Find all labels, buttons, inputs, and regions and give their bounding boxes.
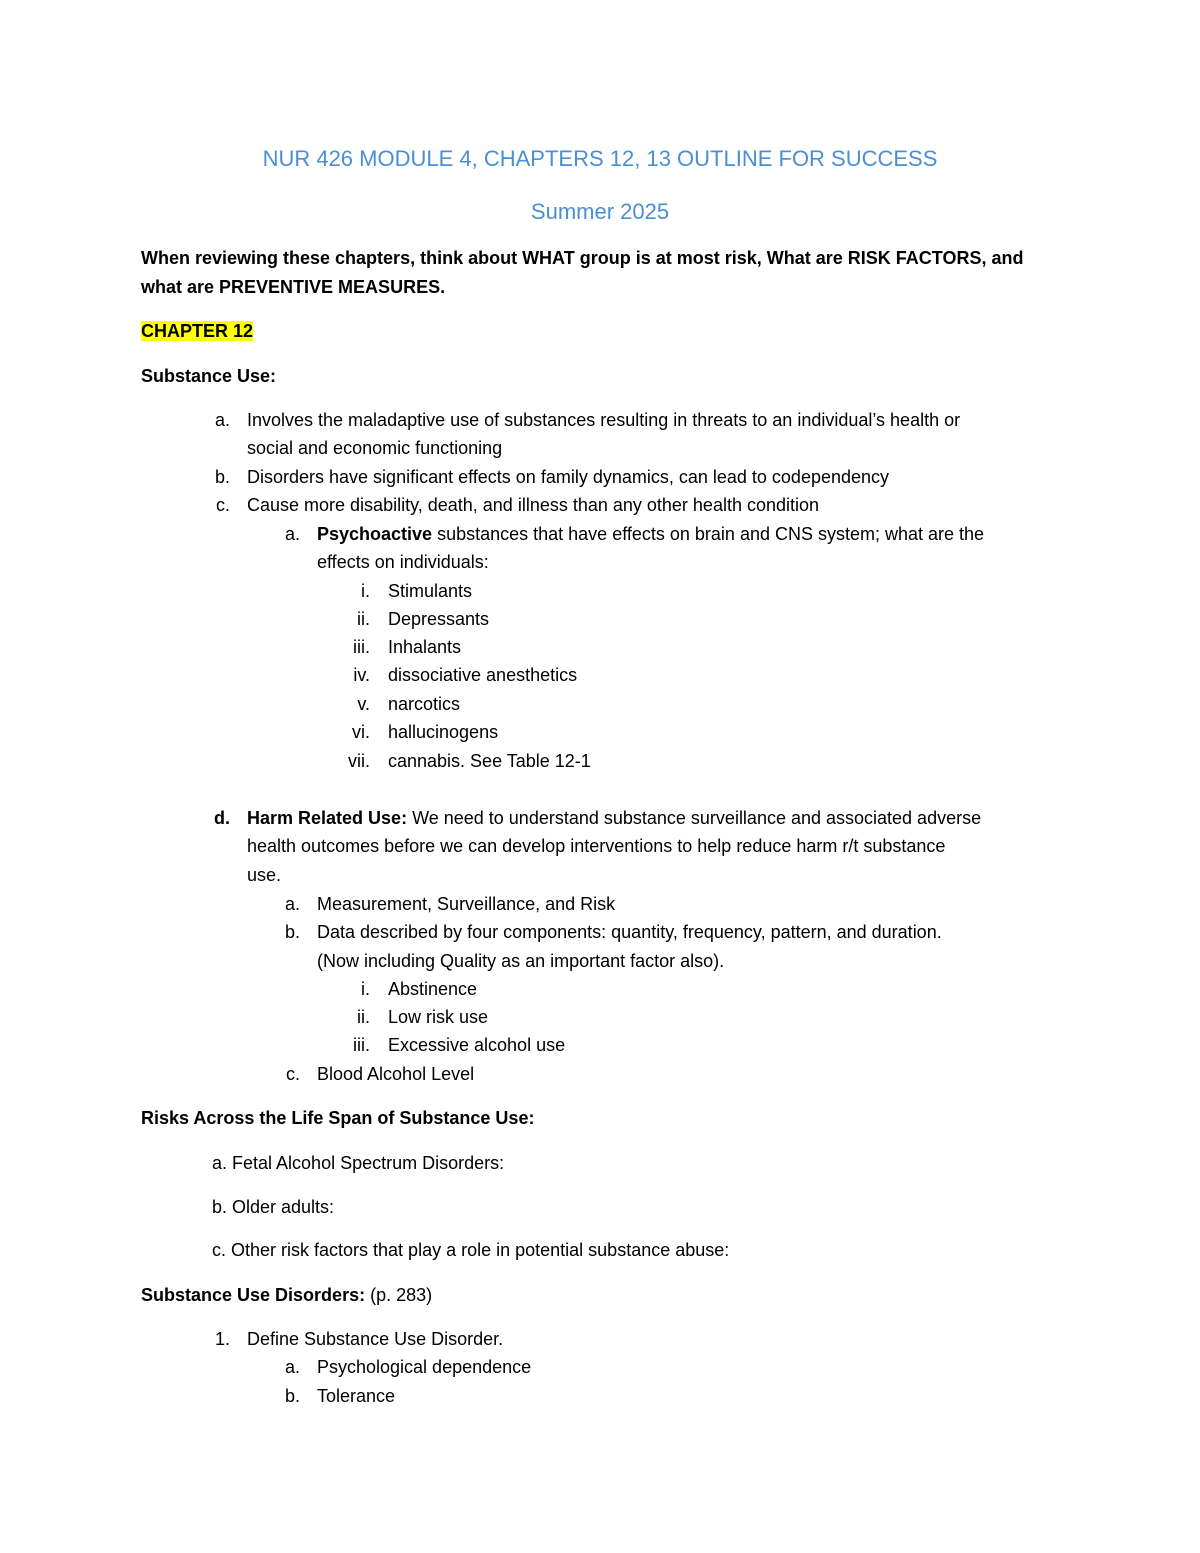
list-item-continued: use. <box>247 865 282 885</box>
list-item-continued: effects on individuals: <box>317 552 489 572</box>
list-item-continued: health outcomes before we can develop interventions to help reduce harm r/t substance <box>247 836 946 856</box>
list-marker: b. <box>284 922 300 942</box>
list-marker: iv. <box>353 665 370 685</box>
list-marker: ii. <box>357 609 370 629</box>
list-item: Tolerance <box>317 1386 396 1406</box>
list-marker: a. <box>284 1357 300 1377</box>
psychoactive-item <box>317 523 984 545</box>
list-marker: iii. <box>353 637 370 657</box>
list-item: Disorders have significant effects on family dynamics, can lead to codependency <box>247 467 890 487</box>
substance-type: Inhalants <box>388 637 462 657</box>
list-marker: ii. <box>357 1007 370 1027</box>
list-item: Measurement, Surveillance, and Risk <box>317 894 616 914</box>
risk-item: b. Older adults: <box>212 1197 335 1217</box>
list-marker: b. <box>214 467 230 487</box>
list-item-continued: social and economic functioning <box>247 438 503 458</box>
intro-line-1: When reviewing these chapters, think about WHAT group is at most risk, What are RISK FACTORS, and <box>141 248 1024 268</box>
list-item: Involves the maladaptive use of substances resulting in threats to an individual’s health or <box>247 410 961 430</box>
list-marker: i. <box>361 979 370 999</box>
list-marker: 1. <box>214 1329 230 1349</box>
list-marker: a. <box>284 524 300 544</box>
sud-page-ref: (p. 283) <box>365 1285 433 1305</box>
list-marker: iii. <box>353 1035 370 1055</box>
sud-heading: Substance Use Disorders: <box>141 1285 366 1305</box>
document-subtitle: Summer 2025 <box>530 199 670 224</box>
substance-type: cannabis. See Table 12-1 <box>388 751 591 771</box>
list-marker: a. <box>284 894 300 914</box>
psychoactive-term: Psychoactive <box>317 524 433 544</box>
list-marker: b. <box>284 1386 300 1406</box>
intro-line-2: what are PREVENTIVE MEASURES. <box>141 277 446 297</box>
list-item: Abstinence <box>388 979 478 999</box>
list-item: Define Substance Use Disorder. <box>247 1329 504 1349</box>
chapter-label <box>141 320 253 342</box>
sud-heading-line <box>141 1284 432 1306</box>
list-marker: v. <box>357 694 370 714</box>
list-item: Psychological dependence <box>317 1357 532 1377</box>
document-title: NUR 426 MODULE 4, CHAPTERS 12, 13 OUTLINE FOR SUCCESS <box>262 146 938 171</box>
substance-type: narcotics <box>388 694 461 714</box>
list-item: Blood Alcohol Level <box>317 1064 475 1084</box>
substance-type: hallucinogens <box>388 722 499 742</box>
list-marker: i. <box>361 581 370 601</box>
list-marker: vii. <box>348 751 370 771</box>
list-item: Data described by four components: quantity, frequency, pattern, and duration. <box>317 922 942 942</box>
risks-heading: Risks Across the Life Span of Substance Use: <box>141 1108 535 1128</box>
harm-related-term: Harm Related Use: <box>247 808 408 828</box>
substance-type: Stimulants <box>388 581 473 601</box>
list-item: Low risk use <box>388 1007 489 1027</box>
list-marker: c. <box>215 495 230 515</box>
list-marker: d. <box>214 808 230 828</box>
list-marker: c. <box>285 1064 300 1084</box>
substance-type: Depressants <box>388 609 490 629</box>
substance-use-heading: Substance Use: <box>141 366 277 386</box>
substance-type: dissociative anesthetics <box>388 665 578 685</box>
harm-related-description: We need to understand substance surveillance and associated adverse <box>407 808 982 828</box>
risk-item: a. Fetal Alcohol Spectrum Disorders: <box>212 1153 505 1173</box>
risk-item: c. Other risk factors that play a role in potential substance abuse: <box>212 1240 730 1260</box>
psychoactive-description: substances that have effects on brain and CNS system; what are the <box>432 524 985 544</box>
harm-related-item <box>247 807 981 829</box>
list-item: Cause more disability, death, and illness than any other health condition <box>247 495 820 515</box>
chapter-highlight: CHAPTER 12 <box>141 321 254 341</box>
list-marker: vi. <box>352 722 370 742</box>
list-item-continued: (Now including Quality as an important factor also). <box>317 951 725 971</box>
list-item: Excessive alcohol use <box>388 1035 566 1055</box>
list-marker: a. <box>214 410 230 430</box>
